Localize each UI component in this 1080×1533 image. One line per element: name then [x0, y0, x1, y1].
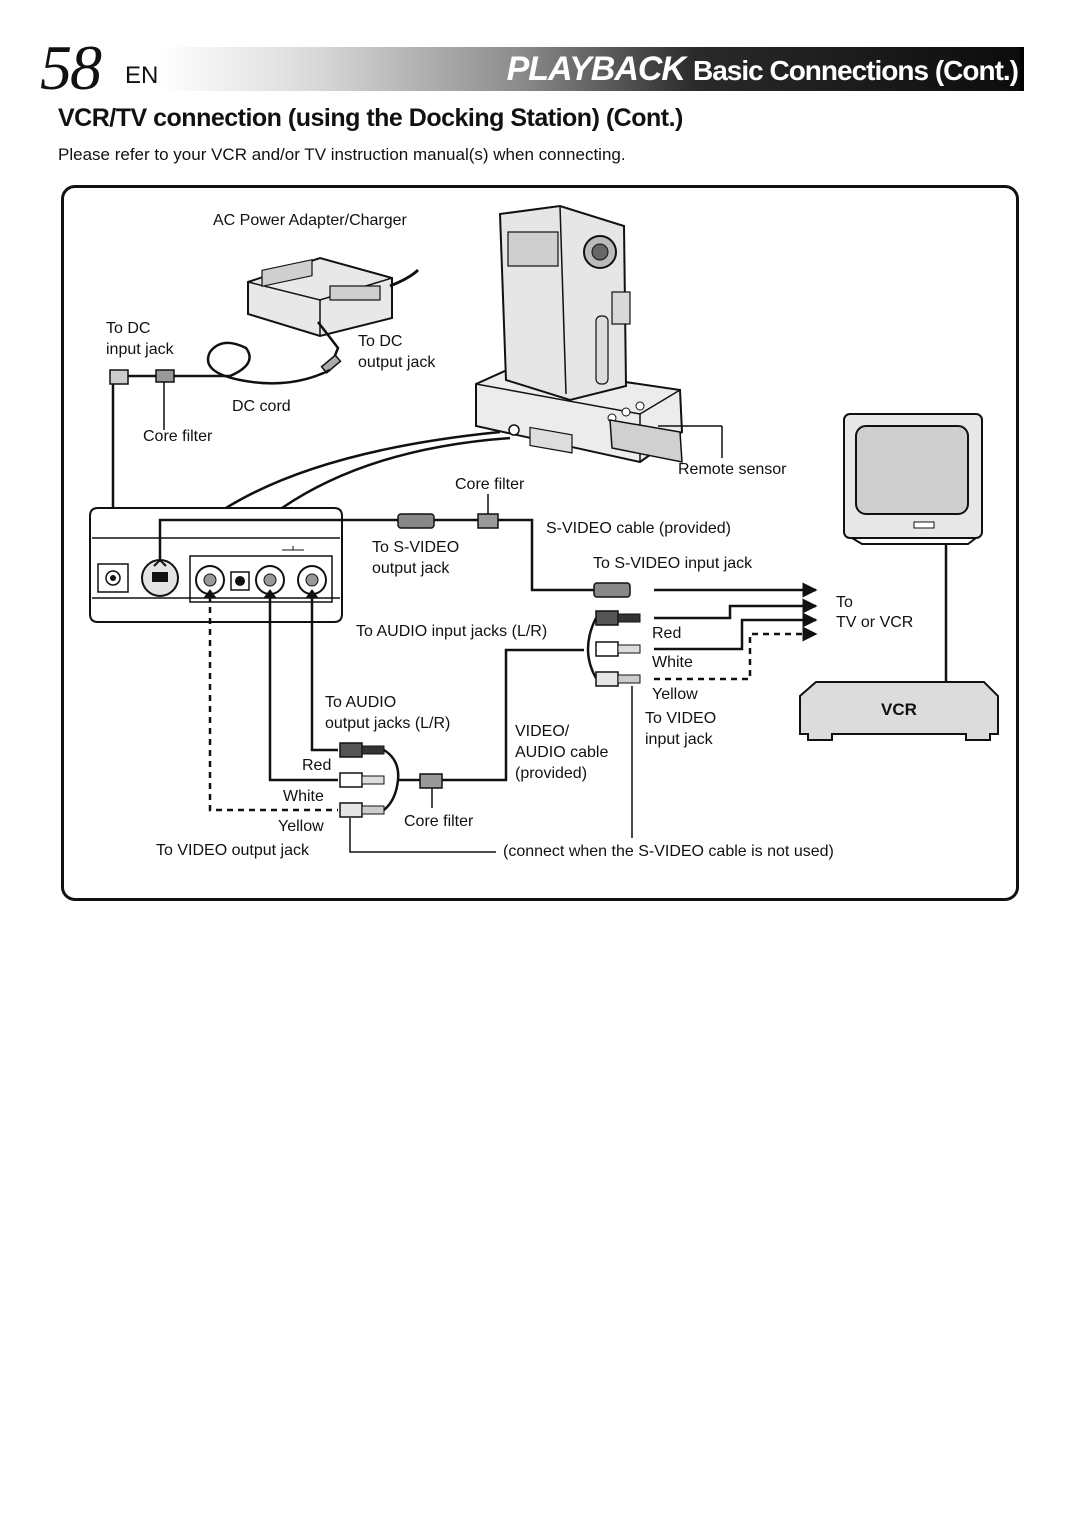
label-remote-sensor: Remote sensor [678, 461, 787, 478]
intro-text: Please refer to your VCR and/or TV instruction manual(s) when connecting. [58, 145, 626, 164]
label-to-audio-output-1: To AUDIO [325, 694, 397, 711]
camcorder-dock-icon [476, 206, 722, 462]
panel-leader-lines [226, 432, 510, 508]
section-title: VCR/TV connection (using the Docking Station) (Cont.) [58, 104, 683, 132]
label-core-filter-1: Core filter [143, 428, 213, 445]
label-av-cable-2: AUDIO cable [515, 744, 609, 761]
label-to-video-output: To VIDEO output jack [156, 842, 309, 859]
label-to-svideo-output-1: To S-VIDEO [372, 539, 460, 556]
label-left-white: White [283, 788, 324, 805]
label-to-video-input-1: To VIDEO [645, 710, 717, 727]
label-core-filter-3: Core filter [404, 813, 474, 830]
header-section: PLAYBACK [506, 50, 685, 88]
label-to-dc-input-1: To DC [106, 320, 151, 337]
page-number: 58 [40, 32, 100, 103]
label-to-tv-vcr-1: To [836, 594, 853, 611]
label-core-filter-2: Core filter [455, 476, 525, 493]
label-to-dc-input-2: input jack [106, 341, 174, 358]
header-subsection: Basic Connections (Cont.) [692, 55, 1018, 86]
label-left-yellow: Yellow [278, 818, 324, 835]
label-to-dc-output-2: output jack [358, 354, 436, 371]
language-code: EN [125, 62, 159, 89]
label-left-red: Red [302, 757, 332, 774]
label-to-svideo-output-2: output jack [372, 560, 450, 577]
label-to-audio-output-2: output jacks (L/R) [325, 715, 451, 732]
label-av-cable-3: (provided) [515, 765, 588, 782]
label-to-audio-input: To AUDIO input jacks (L/R) [356, 623, 548, 640]
label-vcr: VCR [881, 700, 917, 719]
label-dc-cord: DC cord [232, 398, 291, 415]
ac-adapter-icon [248, 258, 418, 336]
label-to-svideo-input: To S-VIDEO input jack [593, 555, 753, 572]
label-right-white: White [652, 654, 693, 671]
label-to-tv-vcr-2: TV or VCR [836, 614, 914, 631]
label-to-dc-output-1: To DC [358, 333, 403, 350]
label-av-cable-1: VIDEO/ [515, 723, 570, 740]
jack-panel-icon [90, 508, 342, 622]
label-right-red: Red [652, 625, 682, 642]
label-right-yellow: Yellow [652, 686, 698, 703]
tv-icon [844, 414, 982, 682]
label-ac-adapter: AC Power Adapter/Charger [213, 212, 407, 229]
label-svideo-cable: S-VIDEO cable (provided) [546, 520, 731, 537]
label-to-video-input-2: input jack [645, 731, 713, 748]
label-connect-note: (connect when the S-VIDEO cable is not used) [503, 843, 834, 860]
